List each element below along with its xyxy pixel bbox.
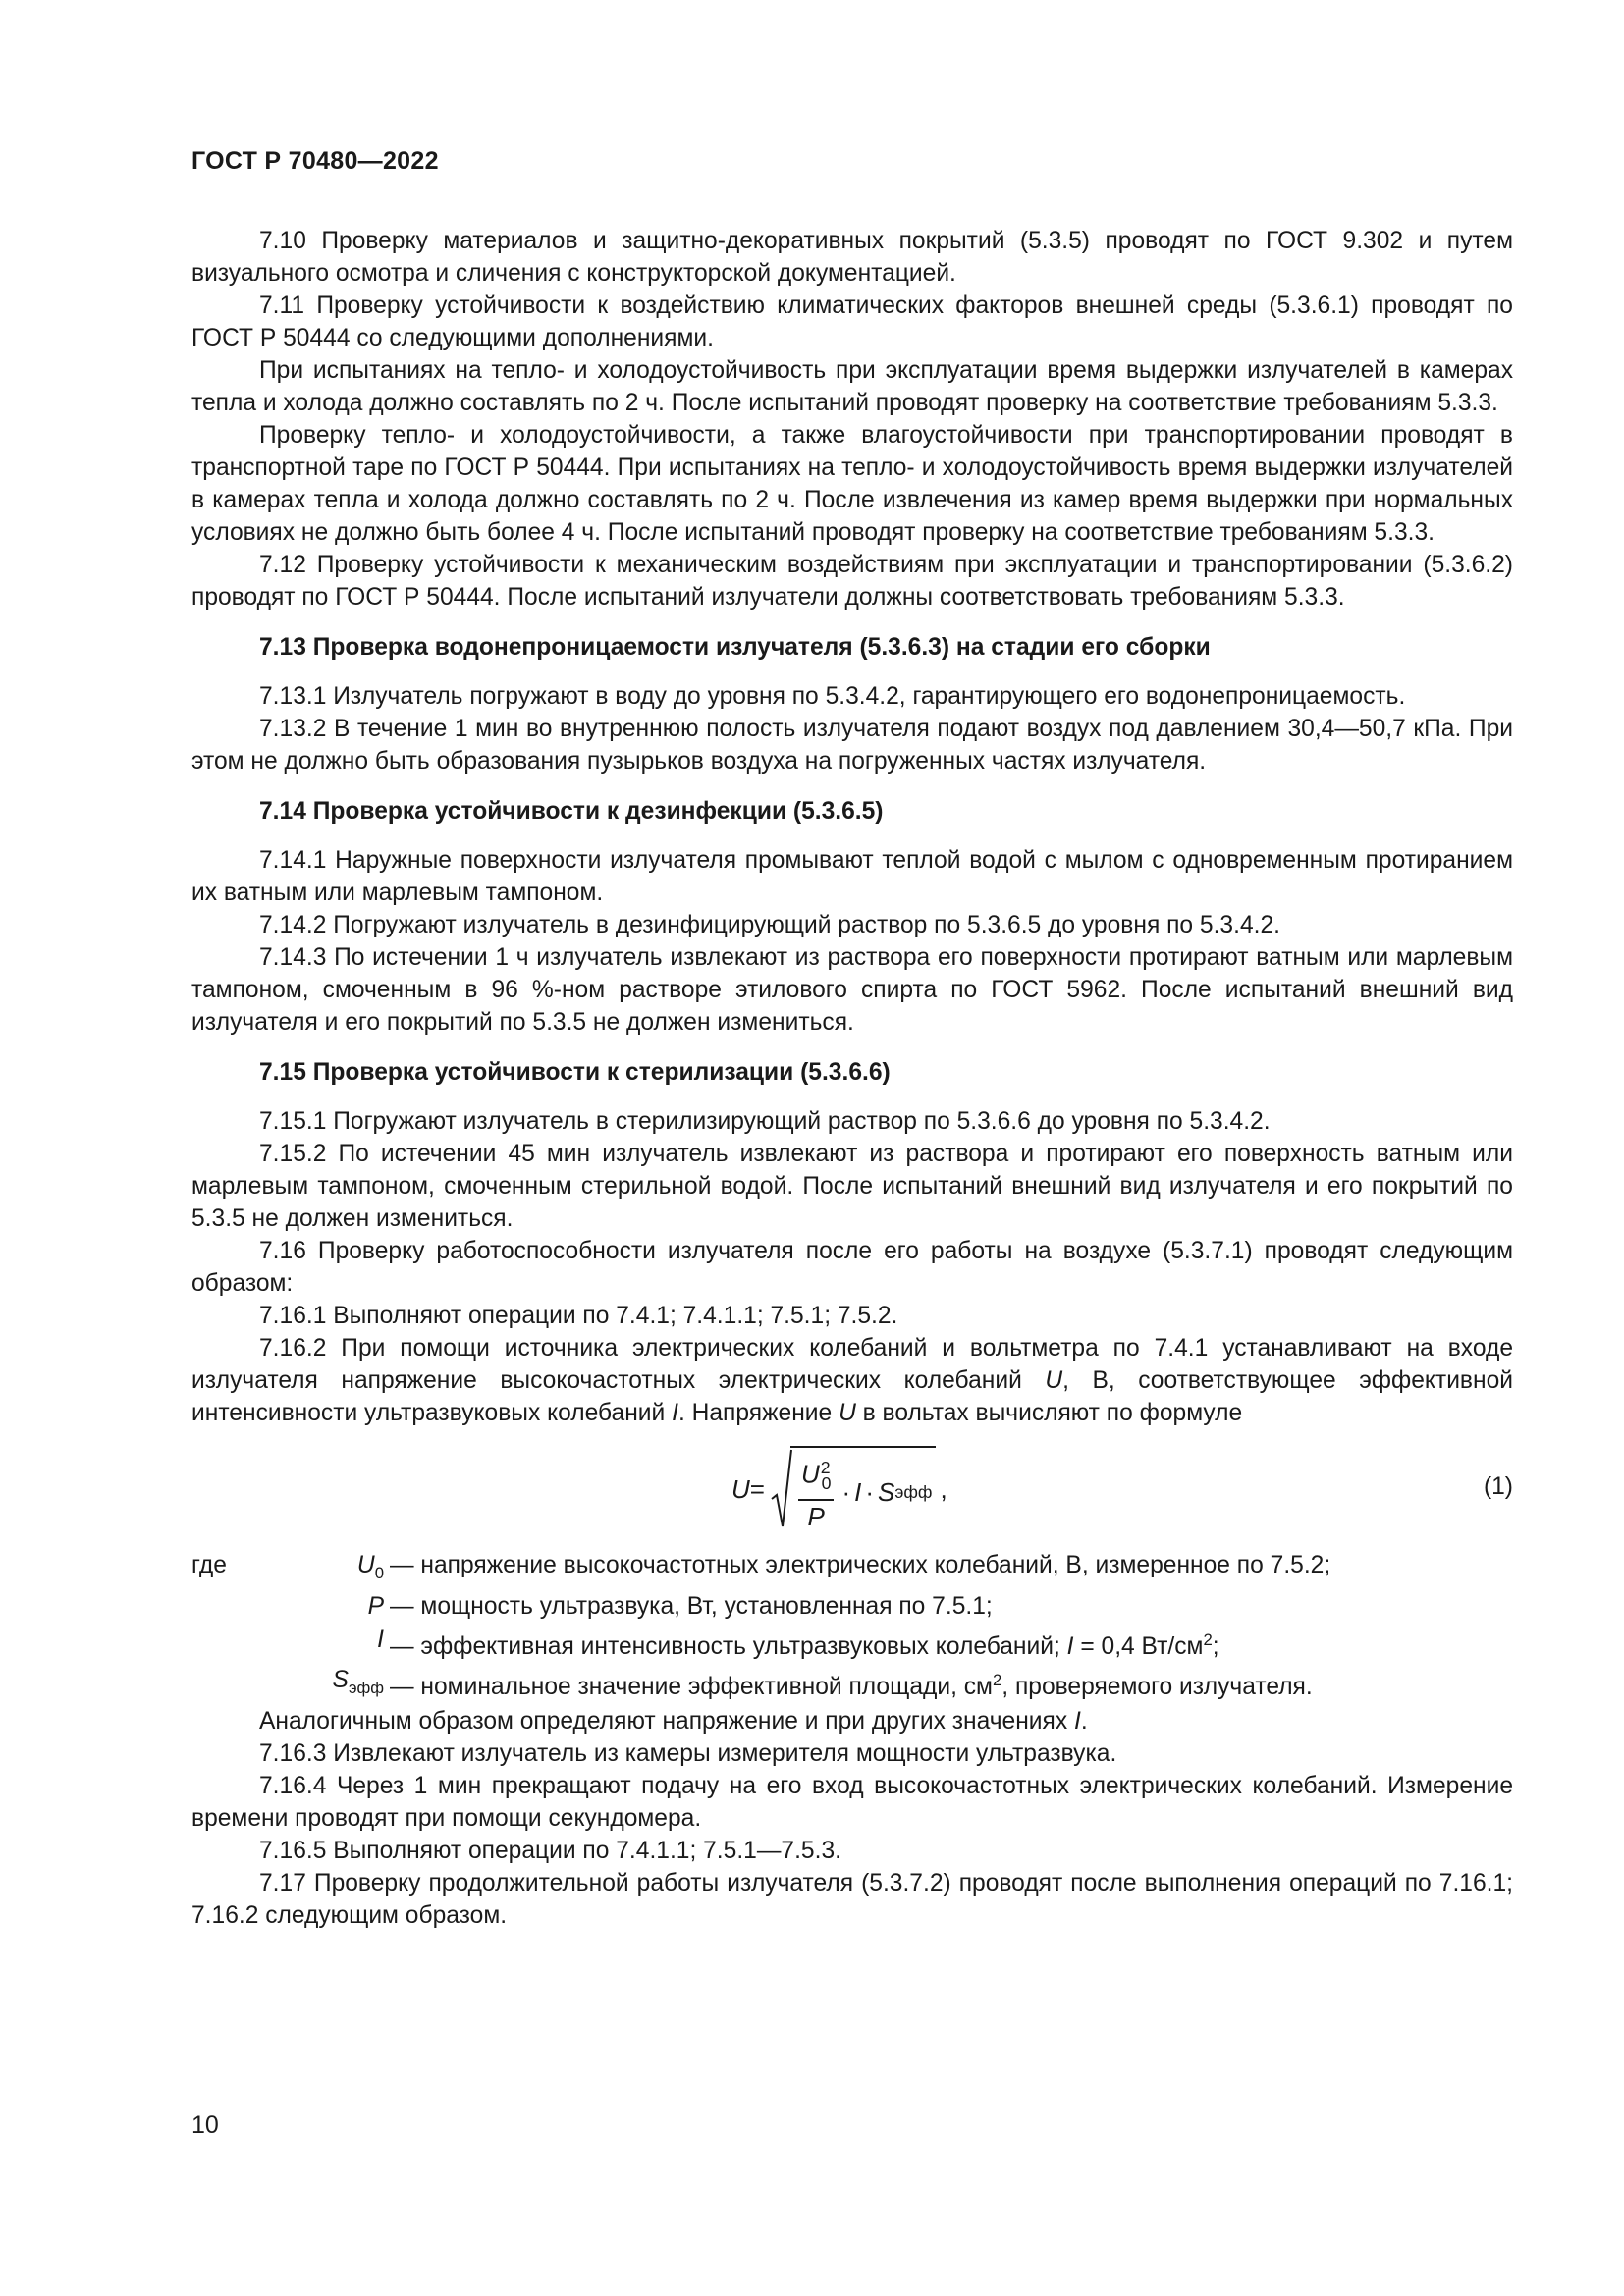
heading-7-13: 7.13 Проверка водонепроницаемости излучателя (5.3.6.3) на стадии его сборки	[259, 634, 1211, 661]
legend-symbol-i: I	[377, 1626, 384, 1653]
legend-description-u0: — напряжение высокочастотных электрических колебаний, В, измеренное по 7.5.2;	[390, 1552, 1331, 1578]
heading-7-15: 7.15 Проверка устойчивости к стерилизации (5.3.6.6)	[259, 1059, 891, 1086]
paragraph-7-13-2: 7.13.2 В течение 1 мин во внутреннюю полость излучателя подают воздух под давлением 30,4—50,7 кПа. При этом не должно быть образования пузырьков воздуха на погруженных частях излучателя.	[191, 716, 1513, 774]
paragraph-7-15-2: 7.15.2 По истечении 45 мин излучатель извлекают из раствора и протирают его поверхность ватным или марлевым тампоном, смоченным стерильной водой. После испытаний внешний вид излучателя и его покрытий по 5.3.5 не должен измениться.	[191, 1141, 1513, 1232]
symbol-u: U	[1045, 1367, 1063, 1394]
paragraph-7-11: 7.11 Проверку устойчивости к воздействию климатических факторов внешней среды (5.3.6.1) проводят по ГОСТ Р 50444 со следующими дополнениями.	[191, 293, 1513, 351]
formula-equals: =	[749, 1473, 765, 1504]
legend-symbol-p: P	[367, 1592, 384, 1620]
paragraph-7-12: 7.12 Проверку устойчивости к механическим воздействиям при эксплуатации и транспортировании (5.3.6.2) проводят по ГОСТ Р 50444. После испытаний излучатели должны соответствовать требованиям 5.3.3.	[191, 552, 1513, 611]
paragraph-climate-operation: При испытаниях на тепло- и холодоустойчивость при эксплуатации время выдержки излучателей в камерах тепла и холода должно составлять по 2 ч. После испытаний проводят проверку на соответствие требованиям 5.3.3.	[191, 357, 1513, 416]
legend-symbol-s: $S_{эфф}$	[332, 1667, 384, 1697]
paragraph-7-16-2: 7.16.2 При помощи источника электрических колебаний и вольтметра по 7.4.1 устанавливают на входе излучателя напряжение высокочастотных электрических колебаний U, В, соответствующее эффективной интенсивности ультразвуковых колебаний I. Напряжение U в вольтах вычисляют по формуле	[191, 1335, 1513, 1426]
square-root	[771, 1446, 937, 1532]
fraction-numerator: $U^2_0$	[798, 1452, 834, 1501]
document-header: ГОСТ Р 70480—2022	[191, 147, 439, 175]
paragraph-7-17: 7.17 Проверку продолжительной работы излучателя (5.3.7.2) проводят после выполнения операций по 7.16.1; 7.16.2 следующим образом.	[191, 1870, 1513, 1929]
paragraph-7-14-3: 7.14.3 По истечении 1 ч излучатель извлекают из раствора его поверхности протирают ватным или марлевым тампоном, смоченным в 96 %-ном растворе этилового спирта по ГОСТ 5962. После испытаний внешний вид излучателя и его покрытий по 5.3.5 не должен измениться.	[191, 944, 1513, 1036]
paragraph-7-14-2: 7.14.2 Погружают излучатель в дезинфицирующий раствор по 5.3.6.5 до уровня по 5.3.4.2.	[259, 912, 1280, 938]
page-body	[191, 225, 1513, 1932]
legend-symbol-u0: где $U_0$	[191, 1552, 384, 1582]
paragraph-7-16: 7.16 Проверку работоспособности излучателя после его работы на воздухе (5.3.7.1) проводят следующим образом:	[191, 1238, 1513, 1297]
symbol-i: I	[672, 1400, 678, 1426]
formula-expression: U = $\frac{U^2_0}{P}$ · I · S эфф ,	[731, 1435, 947, 1543]
radicand: $\frac{U^2_0}{P}$ · I · S эфф	[790, 1446, 937, 1532]
fraction-denominator: P	[807, 1501, 825, 1531]
formula-1	[191, 1431, 1513, 1549]
paragraph-7-16-1: 7.16.1 Выполняют операции по 7.4.1; 7.4.1.1; 7.5.1; 7.5.2.	[259, 1303, 898, 1329]
heading-7-14: 7.14 Проверка устойчивости к дезинфекции (5.3.6.5)	[259, 798, 884, 825]
paragraph-climate-transport: Проверку тепло- и холодоустойчивости, а также влагоустойчивости при транспортировании проводят в транспортной таре по ГОСТ Р 50444. При испытаниях на тепло- и холодоустойчивость время выдержки излучателей в камерах тепла и холода должно составлять по 2 ч. После извлечения из камер время выдержки при нормальных условиях не должно быть более 4 ч. После испытаний проводят проверку на соответствие требованиям 5.3.3.	[191, 422, 1513, 546]
page-number: 10	[191, 2111, 219, 2139]
paragraph-7-16-5: 7.16.5 Выполняют операции по 7.4.1.1; 7.5.1—7.5.3.	[259, 1838, 841, 1864]
formula-lhs: U	[731, 1473, 750, 1504]
paragraph-7-13-1: 7.13.1 Излучатель погружают в воду до уровня по 5.3.4.2, гарантирующего его водонепроницаемость.	[259, 683, 1406, 710]
legend-description-s: — номинальное значение эффективной площади, $см^2$, проверяемого излучателя.	[390, 1671, 1313, 1701]
paragraph-7-16-3: 7.16.3 Извлекают излучатель из камеры измерителя мощности ультразвука.	[259, 1740, 1117, 1767]
paragraph-7-10: 7.10 Проверку материалов и защитно-декоративных покрытий (5.3.5) проводят по ГОСТ 9.302 и путем визуального осмотра и сличения с конструкторской документацией.	[191, 228, 1513, 287]
fraction	[798, 1452, 834, 1532]
legend-description-p: — мощность ультразвука, Вт, установленная по 7.5.1;	[390, 1592, 993, 1620]
paragraph-7-14-1: 7.14.1 Наружные поверхности излучателя промывают теплой водой с мылом с одновременным протиранием их ватным или марлевым тампоном.	[191, 847, 1513, 906]
paragraph-analogous: Аналогичным образом определяют напряжение и при других значениях I.	[259, 1708, 1088, 1735]
symbol-u: U	[839, 1400, 856, 1426]
formula-legend	[191, 1549, 1513, 1705]
formula-number: (1)	[1483, 1473, 1513, 1500]
paragraph-7-15-1: 7.15.1 Погружают излучатель в стерилизирующий раствор по 5.3.6.6 до уровня по 5.3.4.2.	[259, 1108, 1271, 1135]
radical-sign-icon	[771, 1448, 792, 1530]
legend-description-i: — эффективная интенсивность ультразвуковых колебаний; I = 0,4 $Вт/см^2$;	[390, 1629, 1219, 1661]
paragraph-7-16-4: 7.16.4 Через 1 мин прекращают подачу на его вход высокочастотных электрических колебаний. Измерение времени проводят при помощи секундомера.	[191, 1773, 1513, 1832]
